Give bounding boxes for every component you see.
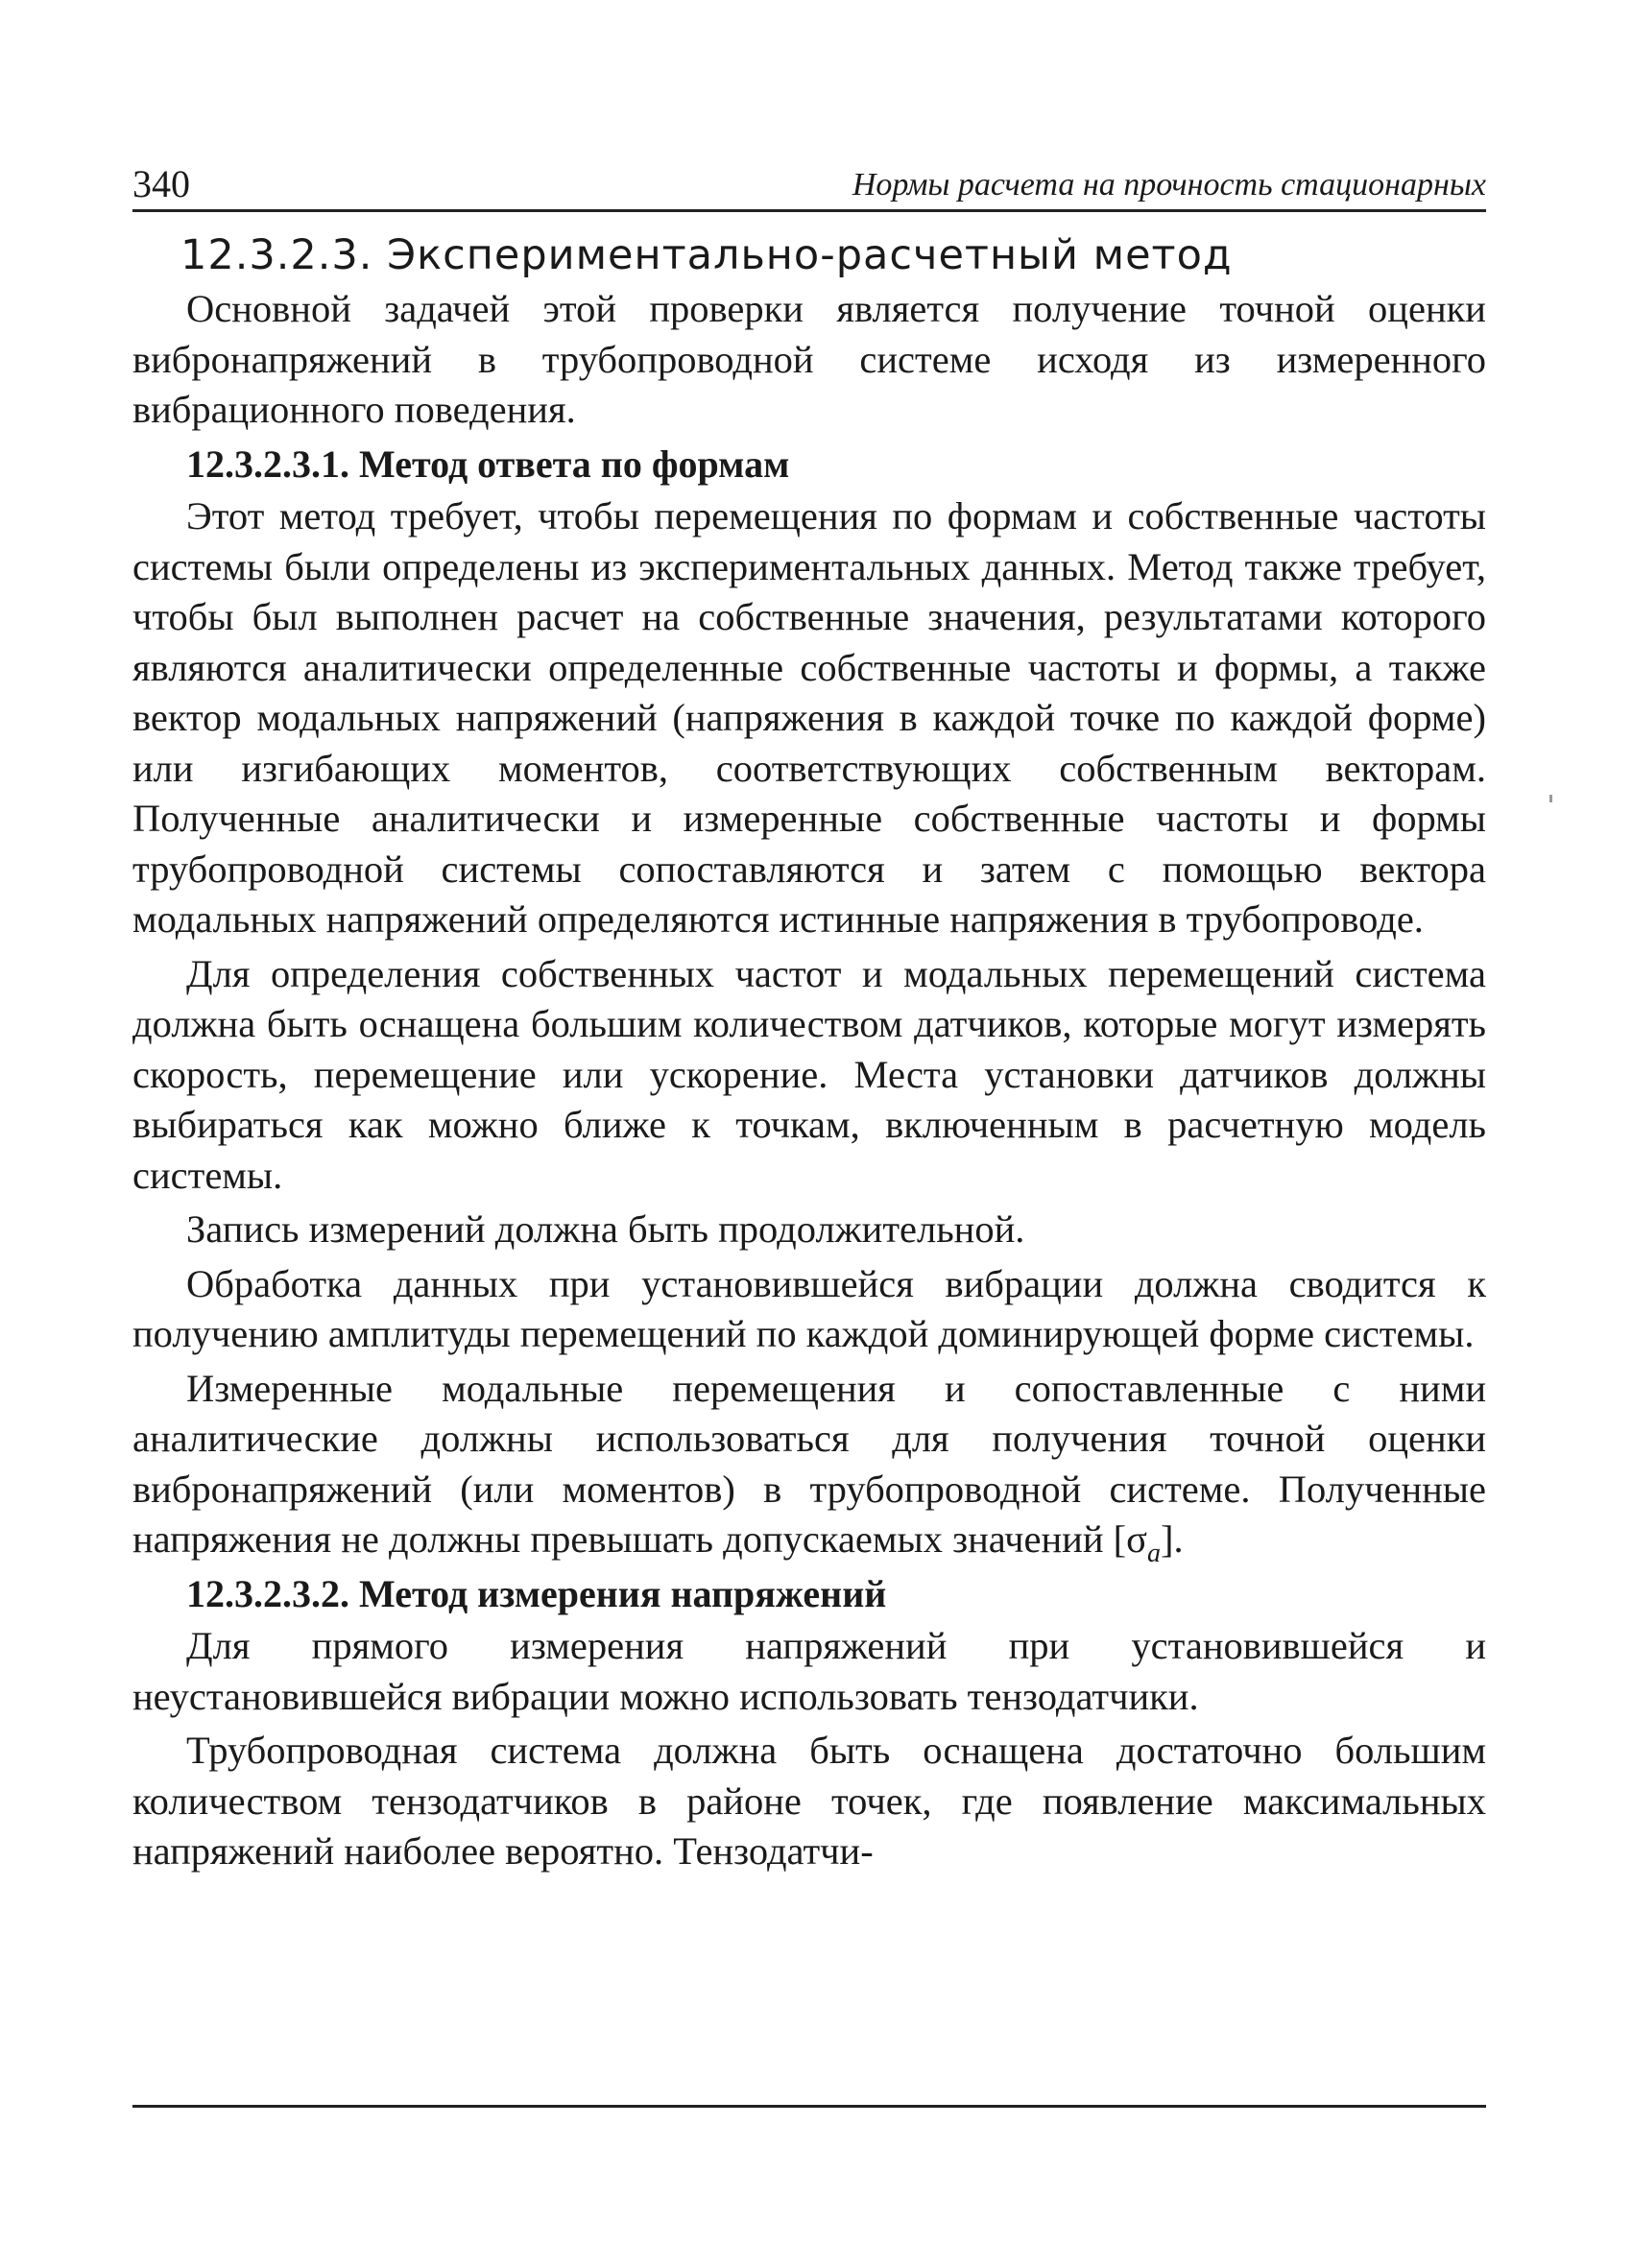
page-content [132,228,1486,1881]
running-title: Нормы расчета на прочность стационарных [852,167,1486,203]
page-number: 340 [132,162,190,205]
paragraph: Запись измерений должна быть продолжительной. [186,1207,1025,1251]
subsection-title-mode-response: 12.3.2.3.1. Метод ответа по формам [186,442,790,486]
section-intro-paragraph: Основной задачей этой проверки является получение точной оценки вибронапряжений в трубопроводной системе исходя из измеренного вибрационного поведения. [132,287,1486,431]
paragraph-text-end: ]. [1160,1517,1184,1561]
paragraph: Обработка данных при установившейся вибрации должна сводится к получению амплитуды перемещений по каждой доминирующей форме системы. [132,1261,1486,1355]
paragraph: Для прямого измерения напряжений при установившейся и неустановившейся вибрации можно использовать тензодатчики. [132,1624,1486,1718]
paragraph: Трубопроводная система должна быть оснащена достаточно большим количеством тензодатчиков в районе точек, где появление максимальных напряжений наиболее вероятно. Тензодатчи- [132,1729,1486,1873]
paragraph-text: Измеренные модальные перемещения и сопоставленные с ними аналитические должны использоваться для получения точной оценки вибронапряжений (или моментов) в трубопроводной системе. Полученные напряжения не должны превышать допускаемых значений [σ [132,1366,1486,1561]
subsection-title-stress-measurement: 12.3.2.3.2. Метод измерения напряжений [186,1571,887,1615]
paragraph: Этот метод требует, чтобы перемещения по формам и собственные частоты системы были определены из экспериментальных данных. Метод также требует, чтобы был выполнен расчет на собственные значения, результатами которого являются аналитически определенные собственные частоты и формы, а также вектор модальных напряжений (напряжения в каждой точке по каждой форме) или изгибающих моментов, соответствующих собственным векторам. Полученные аналитически и измеренные собственные частоты и формы трубопроводной системы сопоставляются и затем с помощью вектора модальных напряжений определяются истинные напряжения в трубопроводе. [132,494,1486,941]
paragraph-with-formula [132,1364,1486,1568]
sigma-subscript: a [1146,1539,1161,1568]
paragraph: Для определения собственных частот и модальных перемещений система должна быть оснащена большим количеством датчиков, которые могут измерять скорость, перемещение или ускорение. Места установки датчиков должны выбираться как можно ближе к точкам, включенным в расчетную модель системы. [132,951,1486,1197]
section-title: 12.3.2.3. Экспериментально-расчетный метод [180,231,1233,279]
page-header [132,152,1486,212]
scan-speck [1549,795,1552,802]
footer-rule [132,2105,1486,2108]
